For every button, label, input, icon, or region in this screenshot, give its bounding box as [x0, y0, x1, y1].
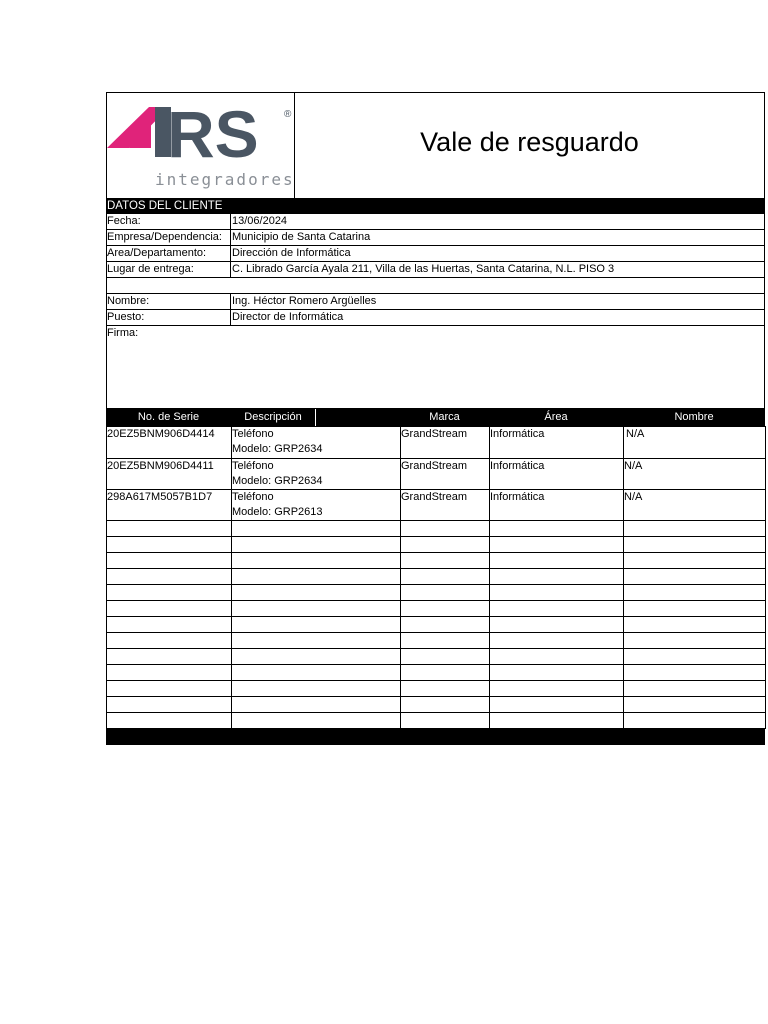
cell-nombre: N/A: [624, 427, 766, 459]
logo-brand-text: RS: [167, 99, 259, 171]
empty-table-row: [107, 585, 766, 601]
document-title: Vale de resguardo: [420, 127, 639, 157]
fecha-value: 13/06/2024: [232, 215, 288, 227]
cell-serie: 20EZ5BNM906D4411: [107, 459, 232, 490]
registered-mark: ®: [284, 109, 292, 120]
empty-table-row: [107, 521, 766, 537]
th-marca: Marca: [429, 411, 460, 423]
cell-area: Informática: [490, 427, 624, 459]
resguardo-sheet: [106, 92, 765, 745]
empty-table-row: [107, 713, 766, 729]
empty-table-row: [107, 649, 766, 665]
ars-logo: [107, 99, 295, 191]
empresa-value: Municipio de Santa Catarina: [232, 231, 371, 243]
firma-label: Firma:: [107, 327, 139, 339]
empty-table-row: [107, 601, 766, 617]
logo-cell: [107, 93, 295, 199]
table-row: [107, 459, 766, 490]
row-empresa: [106, 230, 765, 246]
cell-marca: GrandStream: [401, 490, 490, 521]
lugar-label: Lugar de entrega:: [107, 262, 231, 277]
items-table-header: [106, 409, 765, 426]
fecha-label: Fecha:: [107, 214, 231, 229]
items-table: [106, 426, 766, 729]
puesto-value: Director de Informática: [232, 311, 344, 323]
document-header: [106, 92, 765, 198]
empty-table-row: [107, 665, 766, 681]
section-client-header: DATOS DEL CLIENTE: [106, 198, 765, 214]
table-footer-bar: [106, 729, 765, 745]
logo-tagline: integradores: [155, 170, 295, 189]
row-firma: [106, 326, 765, 409]
cell-serie: 20EZ5BNM906D4414: [107, 427, 232, 459]
area-value: Dirección de Informática: [232, 247, 351, 259]
row-fecha: [106, 214, 765, 230]
th-nombre: Nombre: [674, 411, 714, 423]
cell-serie: 298A617M5057B1D7: [107, 490, 232, 521]
empty-table-row: [107, 553, 766, 569]
cell-area: Informática: [490, 459, 624, 490]
nombre-label: Nombre:: [107, 294, 231, 309]
row-nombre: [106, 294, 765, 310]
empty-table-row: [107, 633, 766, 649]
row-puesto: [106, 310, 765, 326]
empresa-label: Empresa/Dependencia:: [107, 230, 231, 245]
th-descripcion: Descripción: [244, 411, 302, 423]
cell-descripcion: Teléfono Modelo: GRP2634: [232, 427, 401, 459]
empty-table-row: [107, 617, 766, 633]
cell-marca: GrandStream: [401, 427, 490, 459]
table-row: [107, 427, 766, 459]
area-label: Area/Departamento:: [107, 246, 231, 261]
cell-nombre: N/A: [624, 490, 766, 521]
cell-nombre: N/A: [624, 459, 766, 490]
cell-marca: GrandStream: [401, 459, 490, 490]
cell-descripcion: Teléfono Modelo: GRP2634: [232, 459, 401, 490]
puesto-label: Puesto:: [107, 310, 231, 325]
lugar-value: C. Librado García Ayala 211, Villa de las Huertas, Santa Catarina, N.L. PISO 3: [232, 263, 615, 275]
row-area: [106, 246, 765, 262]
empty-table-row: [107, 537, 766, 553]
empty-table-row: [107, 569, 766, 585]
empty-table-row: [107, 681, 766, 697]
cell-area: Informática: [490, 490, 624, 521]
row-lugar: [106, 262, 765, 278]
nombre-value: Ing. Héctor Romero Argüelles: [232, 295, 377, 307]
row-spacer: [106, 278, 765, 294]
th-serie: No. de Serie: [137, 411, 200, 423]
table-row: [107, 490, 766, 521]
cell-descripcion: Teléfono Modelo: GRP2613: [232, 490, 401, 521]
th-area: Área: [544, 411, 568, 423]
empty-table-row: [107, 697, 766, 713]
